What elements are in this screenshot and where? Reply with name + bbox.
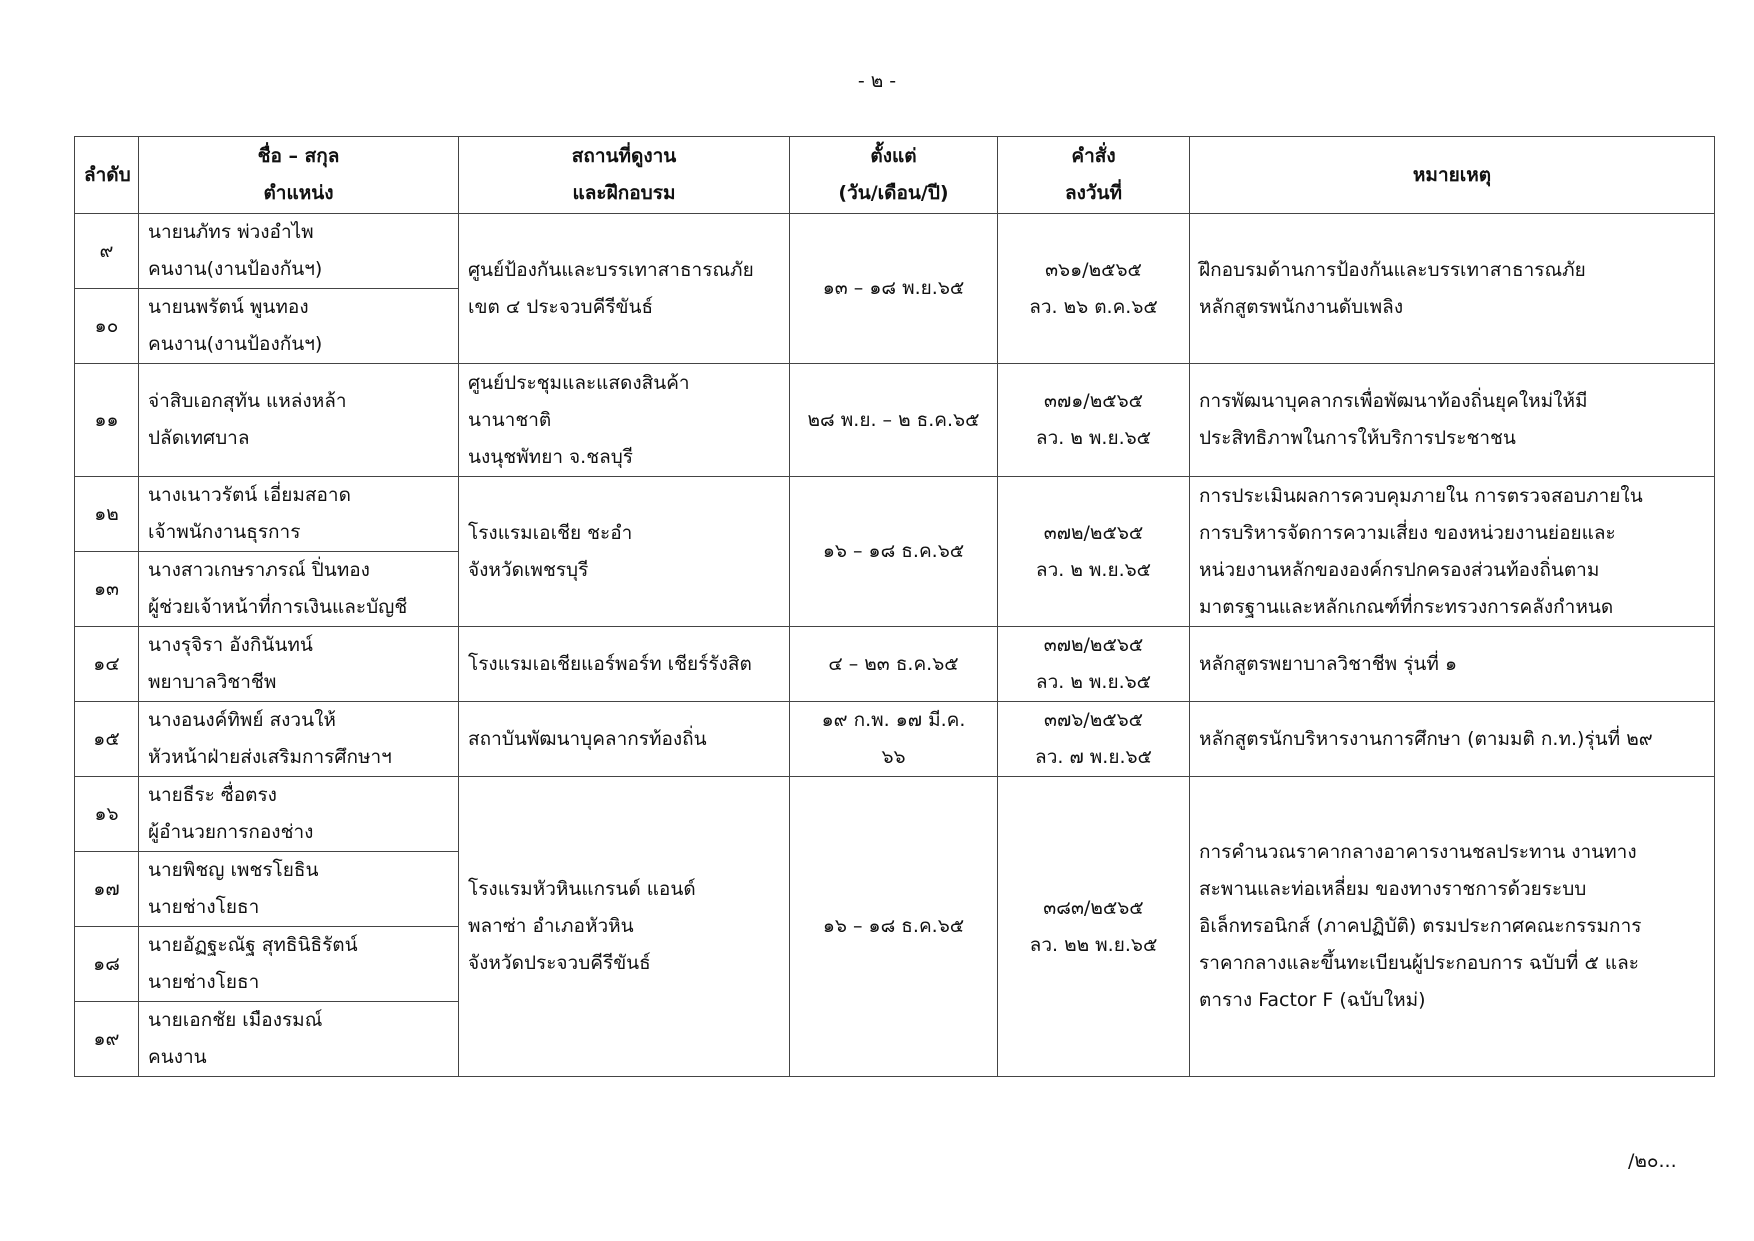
header-name-line2: ตำแหน่ง: [263, 182, 334, 204]
remark-line: หน่วยงานหลักขององค์กรปกครองส่วนท้องถิ่นตาม: [1199, 558, 1600, 581]
header-row: [75, 137, 1715, 214]
row-number: ๑๑: [75, 364, 139, 477]
place-cell: [459, 477, 790, 627]
continuation-marker: /๒๐...: [1628, 1150, 1677, 1172]
remark-line: การคำนวณราคากลางอาคารงานชลประทาน งานทาง: [1199, 841, 1637, 863]
date-cell: [790, 364, 998, 477]
date-cell: [790, 627, 998, 702]
person-name: นายเอกชัย เมืองรมณ์: [148, 1009, 323, 1031]
remark-line: หลักสูตรพยาบาลวิชาชีพ รุ่นที่ ๑: [1199, 652, 1458, 675]
place-cell: [459, 627, 790, 702]
order-number: ๓๘๓/๒๕๖๕: [1043, 896, 1144, 919]
person-name: นายธีระ ซื่อตรง: [148, 784, 277, 806]
order-date: ลว. ๒ พ.ย.๖๕: [1035, 671, 1152, 693]
person-name: นายพิชญ เพชรโยธิน: [148, 859, 319, 881]
row-number: ๑๗: [75, 852, 139, 927]
header-from-line2: (วัน/เดือน/ปี): [838, 182, 949, 204]
row-number: ๑๘: [75, 927, 139, 1002]
table-row: [75, 364, 1715, 477]
place-cell: [459, 777, 790, 1077]
remark-line: ตาราง Factor F (ฉบับใหม่): [1199, 989, 1426, 1011]
order-number: ๓๗๖/๒๕๖๕: [1043, 709, 1144, 731]
place-line: เขต ๔ ประจวบคีรีขันธ์: [468, 295, 654, 318]
remark-cell: [1190, 777, 1715, 1077]
header-name-line1: ชื่อ – สกุล: [257, 145, 340, 167]
place-line: โรงแรมเอเชีย ชะอำ: [468, 521, 633, 544]
remark-line: ประสิทธิภาพในการให้บริการประชาชน: [1199, 427, 1516, 449]
person-name: นายนพรัตน์ พูนทอง: [148, 296, 309, 318]
table-row: [75, 477, 1715, 552]
table-row: [75, 214, 1715, 289]
person-cell: [139, 627, 459, 702]
header-order-doc-line1: คำสั่ง: [1071, 145, 1116, 167]
table-row: [75, 777, 1715, 852]
order-date: ลว. ๒๒ พ.ย.๖๕: [1029, 933, 1158, 956]
person-position: คนงาน: [148, 1046, 207, 1068]
training-table: [74, 136, 1715, 1077]
place-line: โรงแรมเอเชียแอร์พอร์ท เชียร์รังสิต: [468, 652, 752, 675]
person-position: หัวหน้าฝ่ายส่งเสริมการศึกษาฯ: [148, 746, 392, 768]
order-cell: [998, 702, 1190, 777]
person-cell: [139, 927, 459, 1002]
header-order-doc-line2: ลงวันที่: [1064, 182, 1123, 204]
order-date: ลว. ๗ พ.ย.๖๕: [1035, 746, 1152, 768]
row-number: ๑๙: [75, 1002, 139, 1077]
person-cell: [139, 289, 459, 364]
person-cell: [139, 364, 459, 477]
person-position: ปลัดเทศบาล: [148, 427, 250, 449]
date-cell: [790, 702, 998, 777]
person-cell: [139, 477, 459, 552]
remark-cell: [1190, 627, 1715, 702]
person-cell: [139, 852, 459, 927]
remark-line: มาตรฐานและหลักเกณฑ์ที่กระทรวงการคลังกำหนด: [1199, 595, 1614, 618]
person-name: นางเนาวรัตน์ เอี่ยมสอาด: [148, 484, 351, 506]
row-number: ๙: [75, 214, 139, 289]
date-line: ๑๖ – ๑๘ ธ.ค.๖๕: [822, 915, 965, 937]
header-order-doc: [998, 137, 1190, 214]
person-position: ผู้ช่วยเจ้าหน้าที่การเงินและบัญชี: [148, 596, 408, 618]
place-line: ศูนย์ป้องกันและบรรเทาสาธารณภัย: [468, 258, 754, 281]
header-place: [459, 137, 790, 214]
place-line: ศูนย์ประชุมและแสดงสินค้า: [468, 371, 690, 394]
person-position: พยาบาลวิชาชีพ: [148, 671, 277, 693]
person-name: นางอนงค์ทิพย์ สงวนให้: [148, 709, 336, 731]
header-remark: หมายเหตุ: [1190, 137, 1715, 214]
remark-line: สะพานและท่อเหลี่ยม ของทางราชการด้วยระบบ: [1199, 878, 1587, 900]
person-cell: [139, 777, 459, 852]
remark-cell: [1190, 702, 1715, 777]
place-line: สถาบันพัฒนาบุคลากรท้องถิ่น: [468, 727, 707, 750]
order-cell: [998, 477, 1190, 627]
place-line: จังหวัดประจวบคีรีขันธ์: [468, 952, 651, 974]
place-line: นานาชาติ: [468, 408, 552, 431]
date-line: ๑๖ – ๑๘ ธ.ค.๖๕: [822, 540, 965, 562]
date-cell: [790, 477, 998, 627]
row-number: ๑๔: [75, 627, 139, 702]
remark-line: ราคากลางและขึ้นทะเบียนผู้ประกอบการ ฉบับที่ ๕ และ: [1199, 952, 1639, 974]
person-cell: [139, 552, 459, 627]
person-position: เจ้าพนักงานธุรการ: [148, 521, 301, 543]
header-name: [139, 137, 459, 214]
row-number: ๑๐: [75, 289, 139, 364]
row-number: ๑๖: [75, 777, 139, 852]
person-cell: [139, 214, 459, 289]
date-cell: [790, 777, 998, 1077]
date-line: ๔ – ๒๓ ธ.ค.๖๕: [828, 652, 959, 675]
header-from-line1: ตั้งแต่: [870, 145, 917, 167]
remark-line: การบริหารจัดการความเสี่ยง ของหน่วยงานย่อยและ: [1199, 521, 1616, 544]
row-number: ๑๒: [75, 477, 139, 552]
place-cell: [459, 214, 790, 364]
order-date: ลว. ๒๖ ต.ค.๖๕: [1029, 295, 1158, 318]
order-cell: [998, 214, 1190, 364]
header-place-line2: และฝึกอบรม: [572, 182, 676, 204]
row-number: ๑๓: [75, 552, 139, 627]
page-number: - ๒ -: [857, 70, 897, 92]
date-cell: [790, 214, 998, 364]
person-cell: [139, 702, 459, 777]
header-from: [790, 137, 998, 214]
remark-cell: [1190, 477, 1715, 627]
person-cell: [139, 1002, 459, 1077]
remark-line: อิเล็กทรอนิกส์ (ภาคปฏิบัติ) ตรมประกาศคณะกรรมการ: [1199, 915, 1642, 937]
person-name: นางสาวเกษราภรณ์ ปิ่นทอง: [148, 559, 370, 581]
order-cell: [998, 627, 1190, 702]
person-position: นายช่างโยธา: [148, 971, 260, 993]
row-number: ๑๕: [75, 702, 139, 777]
date-line: ๑๓ – ๑๘ พ.ย.๖๕: [822, 277, 965, 299]
remark-line: หลักสูตรนักบริหารงานการศึกษา (ตามมติ ก.ท.)รุ่นที่ ๒๙: [1199, 727, 1653, 750]
person-name: นางรุจิรา อังกินันทน์: [148, 634, 313, 656]
remark-line: หลักสูตรพนักงานดับเพลิง: [1199, 295, 1404, 318]
remark-line: ฝึกอบรมด้านการป้องกันและบรรเทาสาธารณภัย: [1199, 258, 1586, 281]
place-line: จังหวัดเพชรบุรี: [468, 558, 589, 581]
remark-line: การพัฒนาบุคลากรเพื่อพัฒนาท้องถิ่นยุคใหม่ให้มี: [1199, 390, 1588, 412]
place-cell: [459, 364, 790, 477]
order-date: ลว. ๒ พ.ย.๖๕: [1035, 427, 1152, 449]
date-line: ๑๙ ก.พ. ๑๗ มี.ค.: [821, 709, 966, 731]
order-number: ๓๗๑/๒๕๖๕: [1043, 390, 1144, 412]
place-line: พลาซ่า อำเภอหัวหิน: [468, 915, 634, 937]
remark-cell: [1190, 364, 1715, 477]
order-number: ๓๗๒/๒๕๖๕: [1043, 521, 1144, 544]
table-row: [75, 627, 1715, 702]
table-row: [75, 702, 1715, 777]
order-date: ลว. ๒ พ.ย.๖๕: [1035, 558, 1152, 581]
person-name: จ่าสิบเอกสุทัน แหล่งหล้า: [148, 390, 347, 412]
order-cell: [998, 777, 1190, 1077]
person-name: นายอัฏฐะณัฐ สุทธินิธิรัตน์: [148, 934, 358, 956]
remark-cell: [1190, 214, 1715, 364]
place-cell: [459, 702, 790, 777]
person-position: ผู้อำนวยการกองช่าง: [148, 821, 314, 843]
order-number: ๓๗๒/๒๕๖๕: [1043, 634, 1144, 656]
person-position: คนงาน(งานป้องกันฯ): [148, 333, 323, 355]
header-place-line1: สถานที่ดูงาน: [571, 145, 677, 167]
order-cell: [998, 364, 1190, 477]
place-line: นงนุชพัทยา จ.ชลบุรี: [468, 445, 634, 468]
place-line: โรงแรมหัวหินแกรนด์ แอนด์: [468, 878, 696, 900]
order-number: ๓๖๑/๒๕๖๕: [1045, 258, 1142, 281]
date-line: ๖๖: [881, 746, 906, 768]
person-name: นายนภัทร พ่วงอำไพ: [148, 221, 314, 243]
header-order: ลำดับ: [75, 137, 139, 214]
date-line: ๒๘ พ.ย. – ๒ ธ.ค.๖๕: [807, 408, 980, 431]
person-position: คนงาน(งานป้องกันฯ): [148, 258, 323, 280]
person-position: นายช่างโยธา: [148, 896, 260, 918]
remark-line: การประเมินผลการควบคุมภายใน การตรวจสอบภายใน: [1199, 484, 1643, 507]
